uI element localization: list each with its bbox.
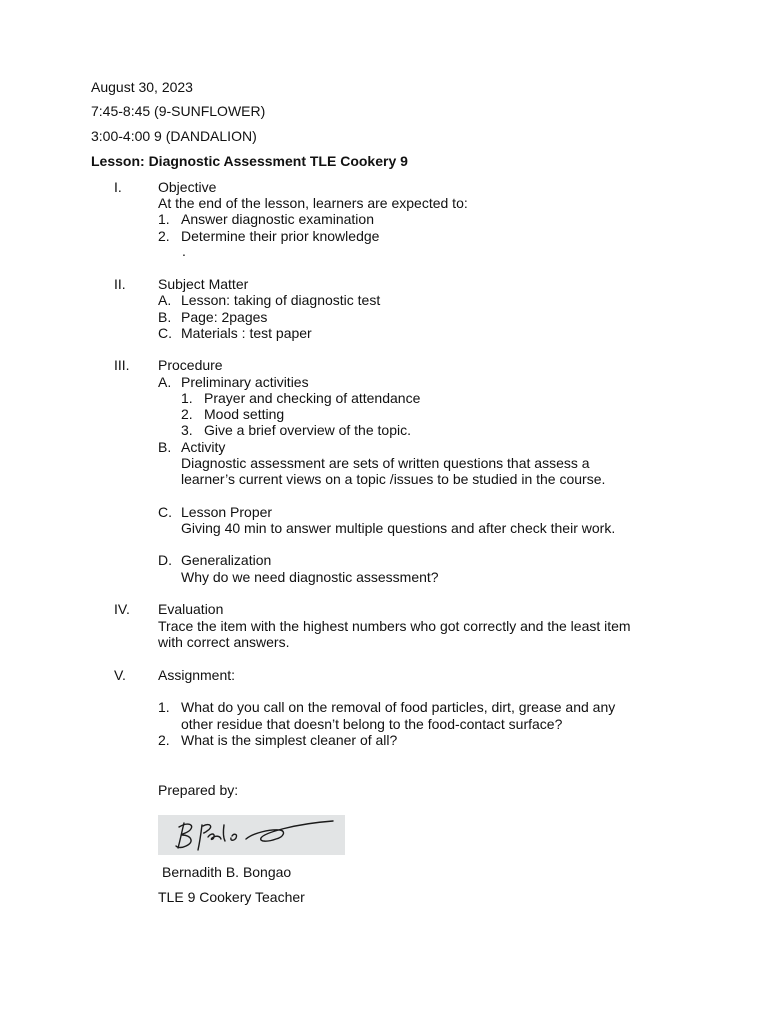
assignment-item-text: What do you call on the removal of food particles, dirt, grease and any <box>181 699 616 715</box>
assignment-heading: Assignment: <box>158 667 236 683</box>
procedure-a-subitem-marker: 1. <box>181 390 193 406</box>
objective-item-marker: 2. <box>158 228 170 244</box>
assignment-item-marker: 1. <box>158 699 170 715</box>
evaluation-text: Trace the item with the highest numbers who got correctly and the least item <box>158 618 631 634</box>
subject-matter-item: Page: 2pages <box>181 309 268 325</box>
procedure-numeral: III. <box>114 357 130 373</box>
assignment-item-text: What is the simplest cleaner of all? <box>181 732 398 748</box>
procedure-a-subitem-marker: 2. <box>181 406 193 422</box>
objective-trailing-dot: . <box>182 243 186 259</box>
objective-item: Answer diagnostic examination <box>181 211 374 227</box>
objective-item-marker: 1. <box>158 211 170 227</box>
objective-numeral: I. <box>114 179 122 195</box>
evaluation-heading: Evaluation <box>158 601 224 617</box>
procedure-heading: Procedure <box>158 357 223 373</box>
subject-matter-heading: Subject Matter <box>158 276 249 292</box>
procedure-c-marker: C. <box>158 504 172 520</box>
subject-matter-item-marker: A. <box>158 292 172 308</box>
subject-matter-item-marker: B. <box>158 309 172 325</box>
procedure-a-heading: Preliminary activities <box>181 374 309 390</box>
objective-intro: At the end of the lesson, learners are expected to: <box>158 195 468 211</box>
objective-item: Determine their prior knowledge <box>181 228 380 244</box>
procedure-b-text: learner’s current views on a topic /issues to be studied in the course. <box>181 471 606 487</box>
lesson-title: Lesson: Diagnostic Assessment TLE Cookery 9 <box>91 153 408 169</box>
assignment-numeral: V. <box>114 667 126 683</box>
subject-matter-item-marker: C. <box>158 325 172 341</box>
assignment-item-marker: 2. <box>158 732 170 748</box>
schedule-sunflower: 7:45-8:45 (9-SUNFLOWER) <box>91 103 266 119</box>
teacher-name: Bernadith B. Bongao <box>162 864 292 880</box>
subject-matter-numeral: II. <box>114 276 126 292</box>
procedure-d-heading: Generalization <box>181 552 272 568</box>
procedure-b-marker: B. <box>158 439 172 455</box>
schedule-dandalion: 3:00-4:00 9 (DANDALION) <box>91 128 257 144</box>
assignment-item-text: other residue that doesn’t belong to the food-contact surface? <box>181 716 563 732</box>
subject-matter-item: Materials : test paper <box>181 325 312 341</box>
procedure-a-subitem: Give a brief overview of the topic. <box>204 422 411 438</box>
evaluation-numeral: IV. <box>114 601 130 617</box>
signature-image <box>158 815 345 855</box>
procedure-a-subitem: Prayer and checking of attendance <box>204 390 421 406</box>
procedure-a-marker: A. <box>158 374 172 390</box>
evaluation-text: with correct answers. <box>158 634 290 650</box>
procedure-b-heading: Activity <box>181 439 226 455</box>
teacher-role: TLE 9 Cookery Teacher <box>158 889 305 905</box>
procedure-c-text: Giving 40 min to answer multiple questions and after check their work. <box>181 520 616 536</box>
procedure-d-text: Why do we need diagnostic assessment? <box>181 569 439 585</box>
procedure-a-subitem-marker: 3. <box>181 422 193 438</box>
signature-drawing <box>158 815 345 855</box>
objective-heading: Objective <box>158 179 217 195</box>
procedure-d-marker: D. <box>158 552 172 568</box>
procedure-b-text: Diagnostic assessment are sets of written questions that assess a <box>181 455 590 471</box>
procedure-a-subitem: Mood setting <box>204 406 285 422</box>
subject-matter-item: Lesson: taking of diagnostic test <box>181 292 381 308</box>
prepared-by-label: Prepared by: <box>158 782 239 798</box>
date: August 30, 2023 <box>91 79 193 95</box>
procedure-c-heading: Lesson Proper <box>181 504 273 520</box>
